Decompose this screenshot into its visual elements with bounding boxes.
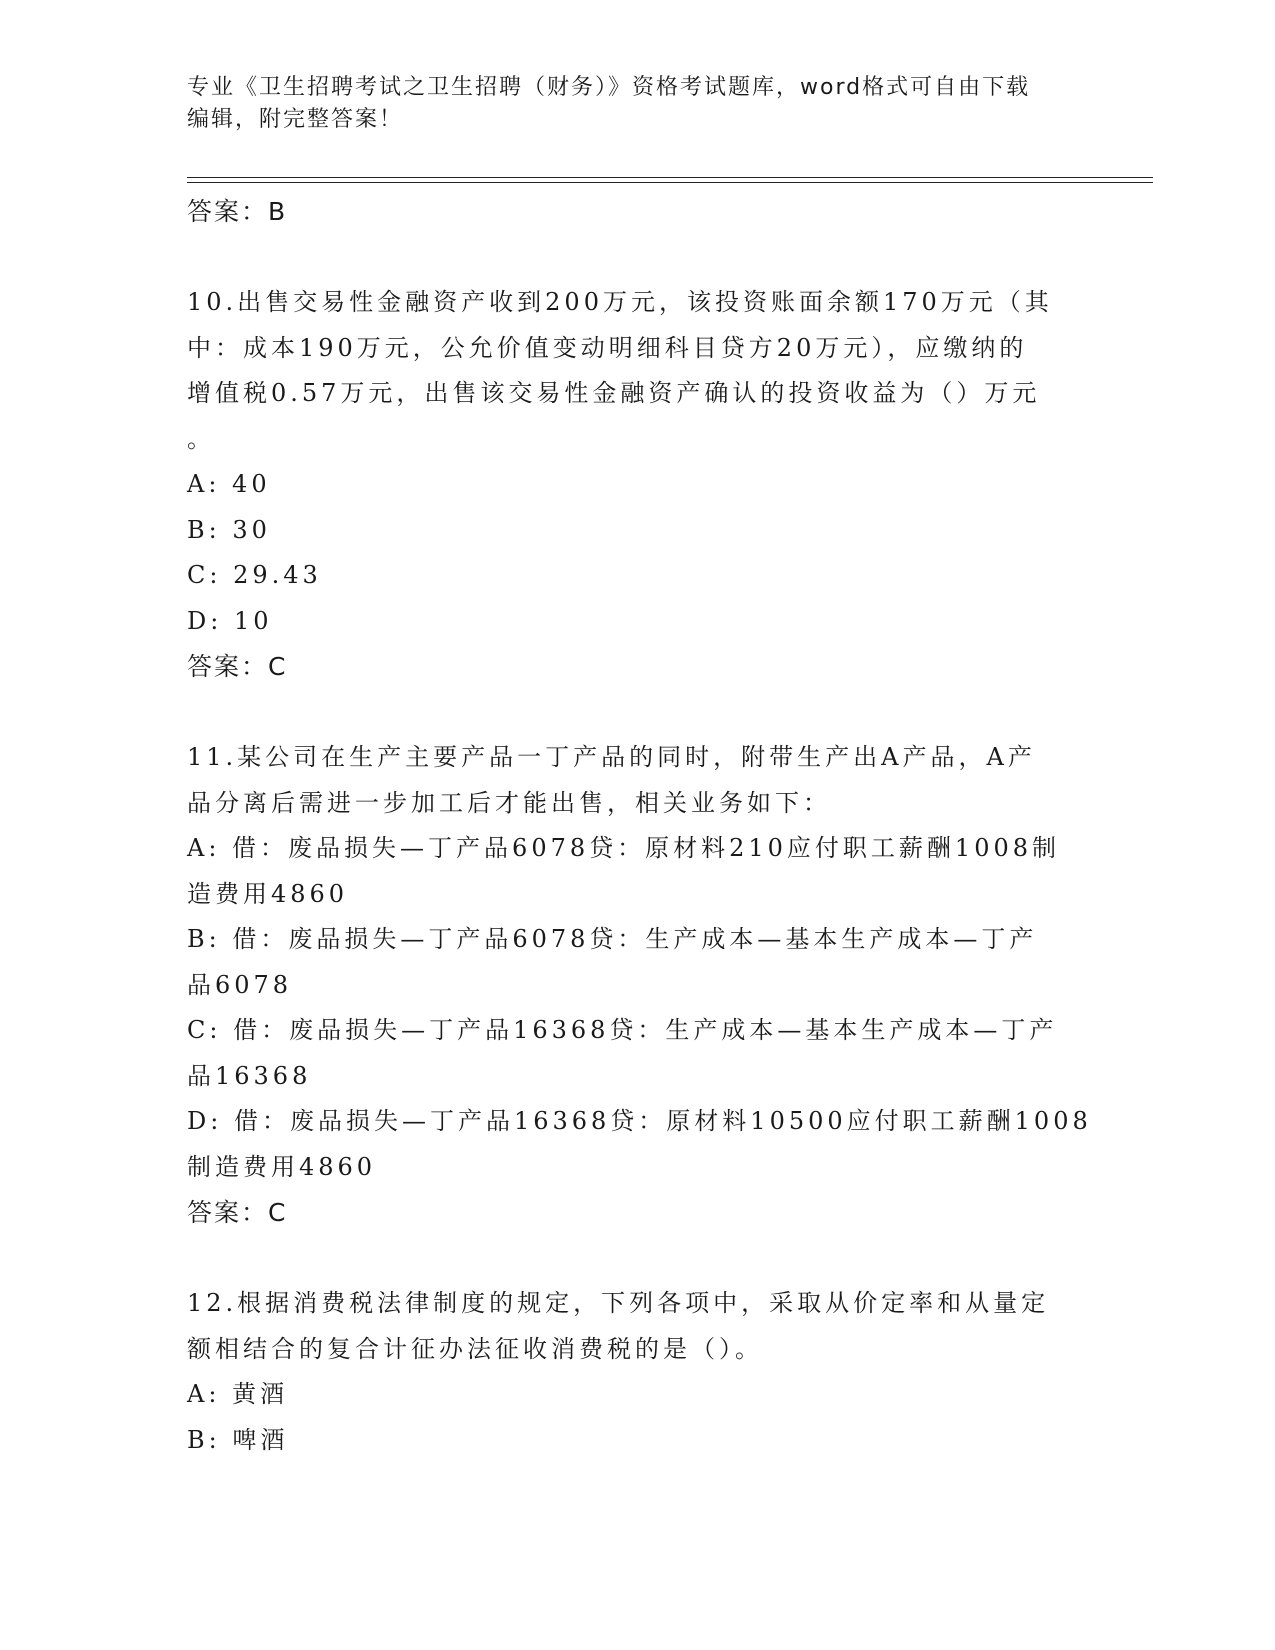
paragraph-gap xyxy=(187,1236,1087,1282)
text-line: A: 借：废品损失—丁产品6078贷：原材料210应付职工薪酬1008制 xyxy=(187,834,1061,862)
answer-line: 答案：C xyxy=(187,1198,288,1227)
text-line: A: 黄酒 xyxy=(187,1380,289,1408)
text-line: D: 10 xyxy=(187,606,273,635)
text-line: 。 xyxy=(187,424,215,453)
header-divider-top xyxy=(187,177,1153,178)
text-line: 12.根据消费税法律制度的规定，下列各项中，采取从价定率和从量定 xyxy=(187,1289,1050,1317)
answer-line: 答案：C xyxy=(187,652,288,681)
text-line: 10.出售交易性金融资产收到200万元，该投资账面余额170万元（其 xyxy=(187,288,1053,316)
text-line: D: 借：废品损失—丁产品16368贷：原材料10500应付职工薪酬1008 xyxy=(187,1107,1092,1135)
text-line: B: 借：废品损失—丁产品6078贷：生产成本—基本生产成本—丁产 xyxy=(187,925,1038,953)
header-line-1: 专业《卫生招聘考试之卫生招聘（财务）》资格考试题库，word格式可自由下载 xyxy=(187,75,1031,100)
text-line: 额相结合的复合计征办法征收消费税的是（）。 xyxy=(187,1334,763,1363)
page-header xyxy=(187,72,1067,136)
text-line: 增值税0.57万元，出售该交易性金融资产确认的投资收益为（）万元 xyxy=(187,379,1041,407)
paragraph-gap xyxy=(187,690,1087,736)
header-divider-bottom xyxy=(187,182,1153,183)
paragraph-gap xyxy=(187,235,1087,281)
text-line: 品16368 xyxy=(187,1061,312,1090)
header-line-2: 编辑，附完整答案！ xyxy=(187,107,404,132)
text-line: 制造费用4860 xyxy=(187,1152,377,1181)
text-line: A: 40 xyxy=(187,470,271,498)
answer-line: 答案：B xyxy=(187,197,288,226)
text-line: B: 30 xyxy=(187,515,271,544)
text-line: B: 啤酒 xyxy=(187,1425,289,1454)
text-line: C: 借：废品损失—丁产品16368贷：生产成本—基本生产成本—丁产 xyxy=(187,1016,1058,1044)
text-line: 中：成本190万元，公允价值变动明细科目贷方20万元），应缴纳的 xyxy=(187,333,1028,362)
text-line: C: 29.43 xyxy=(187,561,322,589)
text-line: 造费用4860 xyxy=(187,879,349,908)
text-line: 11.某公司在生产主要产品一丁产品的同时，附带生产出A产品，A产 xyxy=(187,743,1036,771)
text-line: 品分离后需进一步加工后才能出售，相关业务如下： xyxy=(187,788,831,817)
text-line: 品6078 xyxy=(187,970,293,999)
document-body xyxy=(187,189,1092,1463)
